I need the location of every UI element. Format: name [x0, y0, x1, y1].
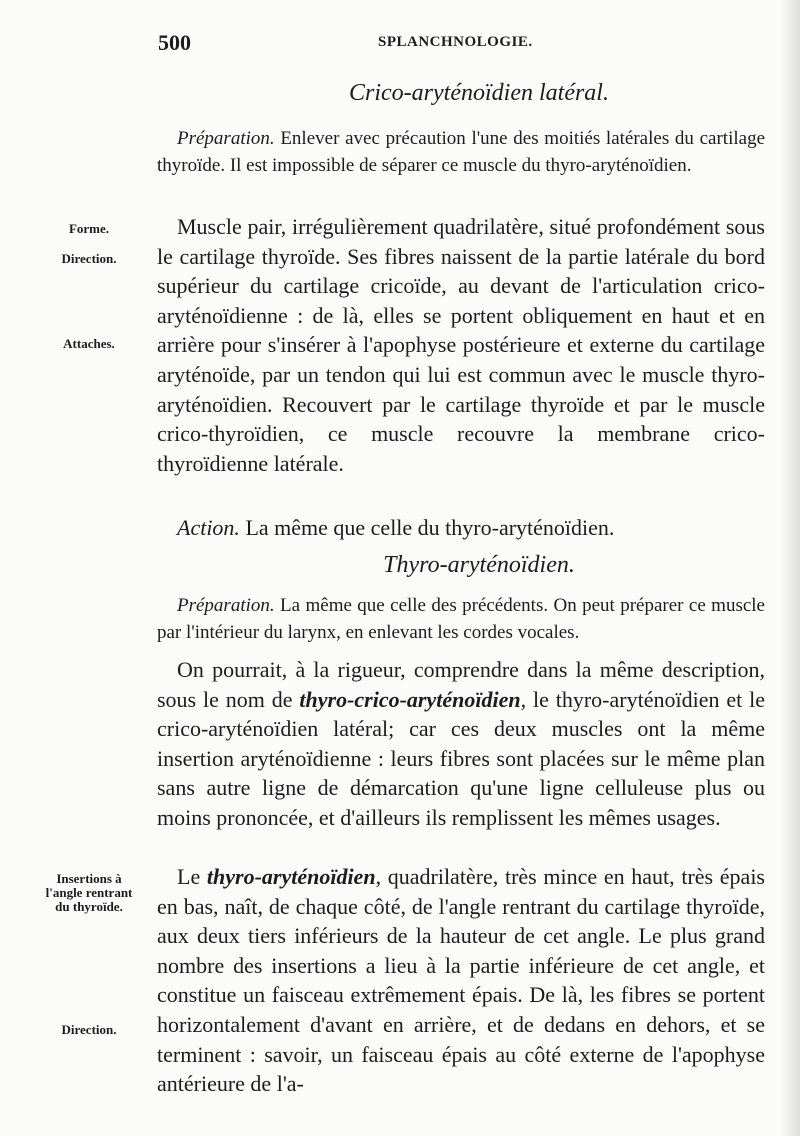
- action-label: Action.: [177, 515, 240, 540]
- p1-emphasis: thyro-crico-aryténoïdien: [299, 686, 521, 712]
- p1-text-a: On pourrait, à la rigueur, comprendre dans la même description, sous le nom de: [157, 657, 765, 712]
- preparation-text: Enlever avec précaution l'une des moitiés latérales du cartilage thyroïde. Il est impossible de séparer ce muscle du thyro-aryténoïdien.: [157, 128, 765, 176]
- preparation-text-2: La même que celle des précédents. On peut préparer ce muscle par l'intérieur du larynx, en enlevant les cordes vocales.: [157, 595, 765, 643]
- margin-note-attaches: Attaches.: [63, 336, 115, 351]
- insertions-line-2: l'angle rentrant: [45, 885, 133, 900]
- margin-note-direction-2: Direction.: [61, 1022, 117, 1037]
- p2-text-b: , quadrilatère, très mince en haut, très épais en bas, naît, de chaque côté, de l'angle rentrant du cartilage thyroïde, aux deux tiers inférieurs de la hauteur de cet angle. Le plus grand nombre des insertions a lieu à la partie inférieure de cet angle, et constitue un faisceau extrêmement épais. De là, les fibres se portent horizontalement d'avant en arrière, et de dedans en dehors, et se terminent : savoir, un faisceau épais au côté externe de l'apophyse antérieure de l'a-: [157, 864, 765, 1097]
- section-title-thyro-arytenoidien: Thyro-aryténoïdien.: [383, 552, 575, 578]
- preparation-label: Préparation.: [177, 128, 275, 149]
- action-text: La même que celle du thyro-aryténoïdien.: [239, 515, 615, 540]
- preparation-paragraph-2: [157, 593, 765, 646]
- description-paragraph: Muscle pair, irrégulièrement quadrilatère, situé profondément sous le cartilage thyroïde. Ses fibres naissent de la partie latérale du bord supérieur du cartilage cricoïde, au devant de l'articulation crico-aryténoïdienne : de là, elles se portent obliquement en haut et en arrière pour s'insérer à l'apophyse postérieure et externe du cartilage aryténoïde, par un tendon qui lui est commun avec le muscle thyro-aryténoïdien. Recouvert par le cartilage thyroïde et par le muscle crico-thyroïdien, ce muscle recouvre la membrane crico-thyroïdienne latérale.: [157, 214, 765, 476]
- p2-text-a: Le: [177, 864, 207, 889]
- action-paragraph: [157, 513, 765, 543]
- insertions-line-3: du thyroïde.: [55, 899, 123, 914]
- margin-note-insertions: [30, 872, 148, 914]
- section-title-crico-arytenoidien-lateral: Crico-aryténoïdien latéral.: [349, 80, 609, 106]
- body-paragraph-2: [157, 862, 765, 1099]
- preparation-label-2: Préparation.: [177, 595, 275, 616]
- p1-text-b: , le thyro-aryténoïdien et le crico-aryténoïdien latéral; car ces deux muscles ont la même insertion aryténoïdienne : leurs fibres sont placées sur le même plan sans autre ligne de démarcation qu'une ligne celluleuse plus ou moins prononcée, et d'ailleurs ils remplissent les mêmes usages.: [157, 686, 765, 830]
- page-edge-shadow: [780, 0, 800, 1136]
- insertions-line-1: Insertions à: [56, 871, 122, 886]
- p2-emphasis: thyro-aryténoïdien: [206, 864, 376, 889]
- page-number: 500: [158, 30, 191, 55]
- preparation-paragraph-1: [157, 126, 765, 179]
- margin-note-forme: Forme.: [68, 221, 110, 236]
- margin-note-direction: Direction.: [61, 251, 117, 266]
- running-title: SPLANCHNOLOGIE.: [378, 34, 533, 50]
- body-paragraph-1: [157, 655, 765, 833]
